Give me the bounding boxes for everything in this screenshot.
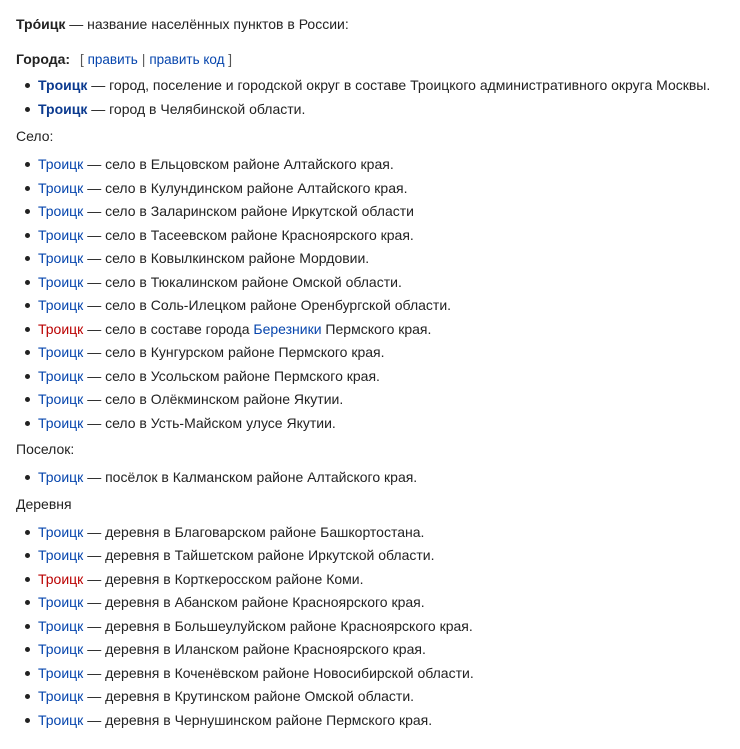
list-item: Троицк — село в Заларинском районе Иркутской области [16, 201, 724, 225]
intro-term: Тро́ицк [16, 16, 66, 32]
list-item: Троицк — деревня в Корткеросском районе Коми. [16, 569, 724, 593]
list-item: Троицк — село в Соль-Илецком районе Оренбургской области. [16, 295, 724, 319]
place-link[interactable]: Троицк [38, 203, 84, 219]
group-label-hamlets: Деревня [16, 495, 72, 512]
list-item: Троицк — деревня в Иланском районе Красноярского края. [16, 639, 724, 663]
edit-section-links: [ править | править код ] [80, 52, 233, 67]
list-item: Троицк — село в Ельцовском районе Алтайского края. [16, 154, 724, 178]
list-item: Троицк — город, поселение и городской округ в составе Троицкого административного округа Москвы. [16, 75, 724, 99]
place-link[interactable]: Троицк [38, 179, 84, 196]
place-link[interactable]: Троицк [38, 594, 84, 610]
place-link[interactable]: Троицк [38, 641, 84, 657]
city-link[interactable]: Березники [253, 320, 322, 337]
cities-list [16, 75, 724, 122]
place-link[interactable]: Троицк [38, 711, 84, 728]
place-link[interactable]: Троицк [38, 344, 84, 360]
place-link[interactable]: Троицк [38, 273, 84, 290]
place-link[interactable]: Троицк [38, 226, 84, 243]
list-item: Троицк — село в Олёкминском районе Якутии. [16, 389, 724, 413]
edit-link[interactable]: править [87, 52, 138, 67]
place-link[interactable]: Троицк [38, 523, 84, 540]
place-link[interactable]: Троицк [38, 547, 84, 563]
list-item: Троицк — село в составе города Березники Пермского края. [16, 319, 724, 343]
list-item: Троицк — село в Усть-Майском улусе Якутии. [16, 413, 724, 437]
place-link[interactable]: Троицк [38, 367, 84, 384]
list-item: Троицк — посёлок в Калманском районе Алтайского края. [16, 467, 724, 491]
place-link[interactable]: Троицк [38, 391, 84, 407]
place-link[interactable]: Троицк [38, 100, 88, 117]
list-item: Троицк — деревня в Благоварском районе Башкортостана. [16, 522, 724, 546]
list-item: Троицк — село в Ковылкинском районе Мордовии. [16, 248, 724, 272]
place-link[interactable]: Троицк [38, 469, 84, 485]
section-heading-cities [16, 50, 724, 69]
place-redlink[interactable]: Троицк [38, 570, 84, 587]
list-item: Троицк — деревня в Крутинском районе Омской области. [16, 686, 724, 710]
hamlets-list [16, 522, 724, 734]
group-label-villages: Село: [16, 128, 54, 144]
group-label-settlements: Поселок: [16, 441, 75, 457]
list-item: Троицк — село в Кулундинском районе Алтайского края. [16, 178, 724, 202]
place-link[interactable]: Троицк [38, 297, 84, 313]
place-link[interactable]: Троицк [38, 688, 84, 704]
place-redlink[interactable]: Троицк [38, 320, 84, 337]
place-link[interactable]: Троицк [38, 77, 88, 93]
list-item: Троицк — деревня в Большеулуйском районе Красноярского края. [16, 616, 724, 640]
intro-text: — название населённых пунктов в России: [65, 16, 349, 32]
settlements-list [16, 467, 724, 491]
list-item: Троицк — деревня в Чернушинском районе Пермского края. [16, 710, 724, 734]
place-link[interactable]: Троицк [38, 414, 84, 431]
villages-list [16, 154, 724, 436]
intro-paragraph [16, 15, 724, 33]
list-item: Троицк — город в Челябинской области. [16, 99, 724, 123]
list-item: Троицк — деревня в Тайшетском районе Иркутской области. [16, 545, 724, 569]
list-item: Троицк — село в Усольском районе Пермского края. [16, 366, 724, 390]
section-title: Города: [16, 51, 71, 67]
place-link[interactable]: Троицк [38, 617, 84, 634]
place-link[interactable]: Троицк [38, 664, 84, 681]
edit-code-link[interactable]: править код [149, 52, 225, 67]
list-item: Троицк — деревня в Коченёвском районе Новосибирской области. [16, 663, 724, 687]
list-item: Троицк — село в Тюкалинском районе Омской области. [16, 272, 724, 296]
place-link[interactable]: Троицк [38, 156, 84, 172]
place-link[interactable]: Троицк [38, 250, 84, 266]
list-item: Троицк — деревня в Абанском районе Красноярского края. [16, 592, 724, 616]
list-item: Троицк — село в Кунгурском районе Пермского края. [16, 342, 724, 366]
list-item: Троицк — село в Тасеевском районе Красноярского края. [16, 225, 724, 249]
